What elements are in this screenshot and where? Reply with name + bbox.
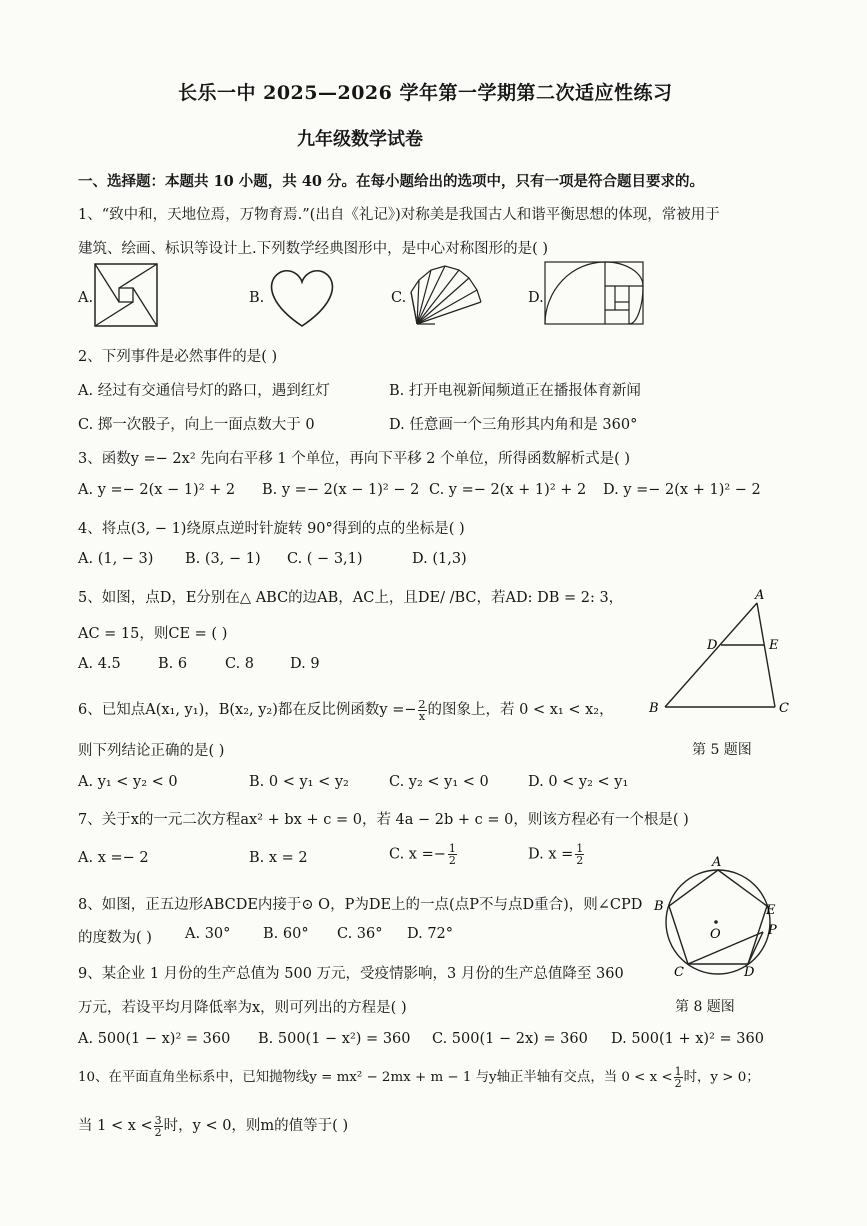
q1-stem-line2: 建筑、绘画、标识等设计上.下列数学经典图形中，是中心对称图形的是( ) — [78, 241, 549, 257]
q7-option-d — [528, 843, 584, 866]
q7-option-a: A. x =− 2 — [78, 850, 149, 866]
q10-fraction-half-numerator: 1 — [674, 1065, 682, 1078]
q8-label-b: B — [654, 899, 664, 914]
q10-fraction-three-halves-denominator: 2 — [154, 1125, 162, 1139]
q5-option-c: C. 8 — [225, 656, 255, 672]
q8-option-d: D. 72° — [407, 926, 454, 942]
q1-figure-b-heart — [266, 266, 338, 330]
q3-stem: 3、函数y =− 2x² 先向右平移 1 个单位，再向下平移 2 个单位，所得函数解析式是( ) — [78, 451, 631, 467]
q1-option-c-label: C. — [391, 290, 407, 306]
q6-stem-line1 — [78, 698, 614, 722]
q1-figure-d-golden-spiral — [543, 260, 645, 328]
q6-fraction-numerator: 2 — [418, 697, 426, 711]
exam-subtitle: 九年级数学试卷 — [297, 129, 423, 150]
q7-option-c-numerator: 1 — [448, 842, 456, 855]
q5-side-ac — [757, 603, 775, 707]
q9-option-b: B. 500(1 − x²) = 360 — [258, 1031, 411, 1047]
q10-stem-part3: 当 1 < x < — [78, 1118, 153, 1134]
q8-figure-caption: 第 8 题图 — [675, 999, 735, 1015]
q7-option-c-fraction — [448, 843, 457, 866]
q1-option-d-label: D. — [528, 290, 544, 306]
q4-option-d: D. (1,3) — [412, 551, 467, 567]
q5-label-b: B — [649, 701, 659, 716]
q2-option-c: C. 掷一次骰子，向上一面点数大于 0 — [78, 417, 315, 433]
q6-option-d: D. 0 < y₂ < y₁ — [528, 774, 629, 790]
q8-circle-pentagon-figure — [650, 852, 790, 982]
q6-fraction — [418, 699, 427, 722]
q3-option-d: D. y =− 2(x + 1)² − 2 — [603, 482, 761, 498]
q5-label-e: E — [769, 638, 779, 653]
q7-option-c-denominator: 2 — [448, 854, 456, 867]
q10-stem-part1: 10、在平面直角坐标系中，已知抛物线y = mx² − 2mx + m − 1 与y轴正半轴有交点，当 0 < x < — [78, 1070, 673, 1085]
q10-stem-line2 — [78, 1114, 348, 1138]
q6-stem-part2: 的图象上，若 0 < x₁ < x₂， — [427, 702, 614, 718]
q9-option-c: C. 500(1 − 2x) = 360 — [432, 1031, 588, 1047]
q3-option-b: B. y =− 2(x − 1)² − 2 — [262, 482, 420, 498]
q9-stem-line1: 9、某企业 1 月份的生产总值为 500 万元，受疫情影响，3 月份的生产总值降至 360 — [78, 966, 624, 982]
q5-label-c: C — [779, 701, 789, 716]
q8-label-o: O — [710, 927, 721, 942]
q6-option-c: C. y₂ < y₁ < 0 — [389, 774, 489, 790]
q10-fraction-half — [674, 1066, 683, 1089]
q6-fraction-denominator: x — [418, 709, 426, 723]
q4-option-c: C. ( − 3,1) — [287, 551, 363, 567]
q10-fraction-three-halves-numerator: 3 — [154, 1113, 162, 1127]
q5-figure-caption: 第 5 题图 — [692, 742, 752, 758]
q2-option-a: A. 经过有交通信号灯的路口，遇到红灯 — [78, 383, 330, 399]
q5-stem-line1: 5、如图，点D，E分别在△ ABC的边AB，AC上，且DE/ /BC，若AD: DB = 2: 3， — [78, 590, 624, 606]
q5-side-ab — [665, 603, 757, 707]
q7-option-d-numerator: 1 — [576, 842, 584, 855]
q8-stem-line2: 的度数为( ) — [78, 930, 152, 946]
q7-option-c-text: C. x =− — [389, 846, 446, 863]
q10-stem-part2: 时，y > 0； — [683, 1070, 760, 1085]
q10-fraction-three-halves — [154, 1115, 163, 1138]
q8-pentagon — [669, 870, 767, 964]
q8-circle-o — [666, 870, 770, 974]
q7-option-d-text: D. x = — [528, 846, 574, 863]
q4-option-a: A. (1, − 3) — [78, 551, 154, 567]
q1-option-b-label: B. — [249, 290, 265, 306]
q10-stem-line1 — [78, 1066, 760, 1089]
q2-option-d: D. 任意画一个三角形其内角和是 360° — [389, 417, 638, 433]
q4-stem: 4、将点(3, − 1)绕原点逆时针旋转 90°得到的点的坐标是( ) — [78, 521, 465, 537]
q8-segment-cp — [688, 932, 763, 964]
section-heading: 一、选择题：本题共 10 小题，共 40 分。在每小题给出的选项中，只有一项是符合题目要求的。 — [78, 173, 705, 190]
q7-option-d-fraction — [575, 843, 584, 866]
q10-stem-part4: 时，y < 0，则m的值等于( ) — [163, 1118, 349, 1134]
q9-option-d: D. 500(1 + x)² = 360 — [611, 1031, 764, 1047]
q8-option-b: B. 60° — [263, 926, 309, 942]
q9-option-a: A. 500(1 − x)² = 360 — [78, 1031, 231, 1047]
q3-option-c: C. y =− 2(x + 1)² + 2 — [429, 482, 587, 498]
q8-label-a: A — [712, 855, 722, 870]
q7-option-c — [389, 843, 457, 866]
q8-label-e: E — [766, 903, 776, 918]
q1-stem-line1: 1、“致中和，天地位焉，万物育焉.”(出自《礼记》)对称美是我国古人和谐平衡思想的体现，常被用于 — [78, 207, 720, 223]
q3-option-a: A. y =− 2(x − 1)² + 2 — [78, 482, 236, 498]
q1-figure-a-pinwheel-square — [93, 262, 159, 328]
q5-label-d: D — [707, 638, 718, 653]
q4-option-b: B. (3, − 1) — [185, 551, 261, 567]
q5-stem-line2: AC = 15，则CE = ( ) — [78, 626, 228, 642]
q5-triangle-figure — [645, 585, 795, 720]
q9-stem-line2: 万元，若设平均月降低率为x，则可列出的方程是( ) — [78, 1000, 407, 1016]
q1-option-a-label: A. — [78, 290, 94, 306]
q5-option-a: A. 4.5 — [78, 656, 121, 672]
q6-option-b: B. 0 < y₁ < y₂ — [249, 774, 349, 790]
q8-option-c: C. 36° — [337, 926, 383, 942]
q5-option-d: D. 9 — [290, 656, 320, 672]
q8-option-a: A. 30° — [185, 926, 231, 942]
q2-option-b: B. 打开电视新闻频道正在播报体育新闻 — [389, 383, 641, 399]
q8-label-c: C — [674, 965, 684, 980]
q5-label-a: A — [755, 588, 765, 603]
q6-option-a: A. y₁ < y₂ < 0 — [78, 774, 178, 790]
q5-option-b: B. 6 — [158, 656, 188, 672]
q7-stem: 7、关于x的一元二次方程ax² + bx + c = 0，若 4a − 2b + c = 0，则该方程必有一个根是( ) — [78, 812, 689, 828]
q8-stem-line1: 8、如图，正五边形ABCDE内接于⊙ O，P为DE上的一点(点P不与点D重合)，则∠CPD — [78, 897, 643, 913]
q1-figure-c-fan — [405, 262, 485, 330]
q8-label-p: P — [768, 923, 777, 938]
q8-center-dot — [714, 920, 718, 924]
q10-fraction-half-denominator: 2 — [674, 1077, 682, 1090]
q2-stem: 2、下列事件是必然事件的是( ) — [78, 349, 278, 365]
q6-stem-part1: 6、已知点A(x₁, y₁)，B(x₂, y₂)都在反比例函数y =− — [78, 702, 417, 718]
q7-option-d-denominator: 2 — [576, 854, 584, 867]
q8-label-d: D — [744, 965, 755, 980]
exam-title: 长乐一中 2025—2026 学年第一学期第二次适应性练习 — [178, 82, 673, 104]
q7-option-b: B. x = 2 — [249, 850, 308, 866]
q6-stem-line2: 则下列结论正确的是( ) — [78, 743, 225, 759]
